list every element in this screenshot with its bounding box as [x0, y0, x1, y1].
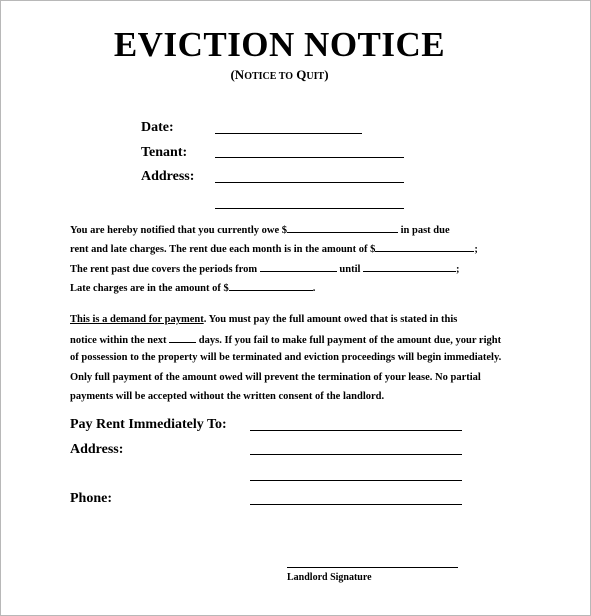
demand-heading: This is a demand for payment: [70, 314, 204, 325]
pay-address-line-2[interactable]: [250, 480, 462, 481]
signature-label: Landlord Signature: [287, 572, 372, 583]
address-line-1[interactable]: [215, 182, 404, 183]
document-subtitle: (NOTICE TO QUIT): [230, 67, 329, 82]
phone-line[interactable]: [250, 504, 462, 505]
demand-line-1: This is a demand for payment. You must pay the full amount owed that is stated in this: [70, 314, 458, 325]
owed-amount-blank[interactable]: [287, 223, 398, 233]
signature-line[interactable]: [287, 567, 458, 568]
date-line[interactable]: [215, 133, 362, 134]
phone-label: Phone:: [70, 491, 112, 506]
address-line-2[interactable]: [215, 208, 404, 209]
period-sentence: The rent past due covers the periods from until ;: [70, 264, 460, 275]
monthly-rent-blank[interactable]: [375, 242, 474, 252]
tenant-label: Tenant:: [141, 145, 188, 160]
demand-line-5: payments will be accepted without the written consent of the landlord.: [70, 391, 385, 402]
address-label: Address:: [141, 169, 195, 184]
period-until-blank[interactable]: [363, 262, 456, 272]
demand-line-2: notice within the next days. If you fail to make full payment of the amount due, your right: [70, 335, 502, 346]
demand-line-4: Only full payment of the amount owed will prevent the termination of your lease. No partial: [70, 372, 481, 383]
date-label: Date:: [141, 120, 174, 135]
pay-address-line-1[interactable]: [250, 454, 462, 455]
days-blank[interactable]: [169, 333, 196, 343]
demand-line-3: of possession to the property will be terminated and eviction proceedings will begin immediately.: [70, 352, 502, 363]
monthly-rent-sentence: rent and late charges. The rent due each month is in the amount of $ ;: [70, 244, 478, 255]
pay-rent-label: Pay Rent Immediately To:: [70, 417, 227, 432]
late-charges-sentence: Late charges are in the amount of $ .: [70, 283, 316, 294]
late-charges-blank[interactable]: [229, 281, 313, 291]
tenant-line[interactable]: [215, 157, 404, 158]
period-from-blank[interactable]: [260, 262, 337, 272]
owed-sentence: You are hereby notified that you currently owe $ in past due: [70, 225, 450, 236]
pay-address-label: Address:: [70, 442, 124, 457]
pay-to-line[interactable]: [250, 430, 462, 431]
document-title: EVICTION NOTICE: [113, 25, 446, 64]
